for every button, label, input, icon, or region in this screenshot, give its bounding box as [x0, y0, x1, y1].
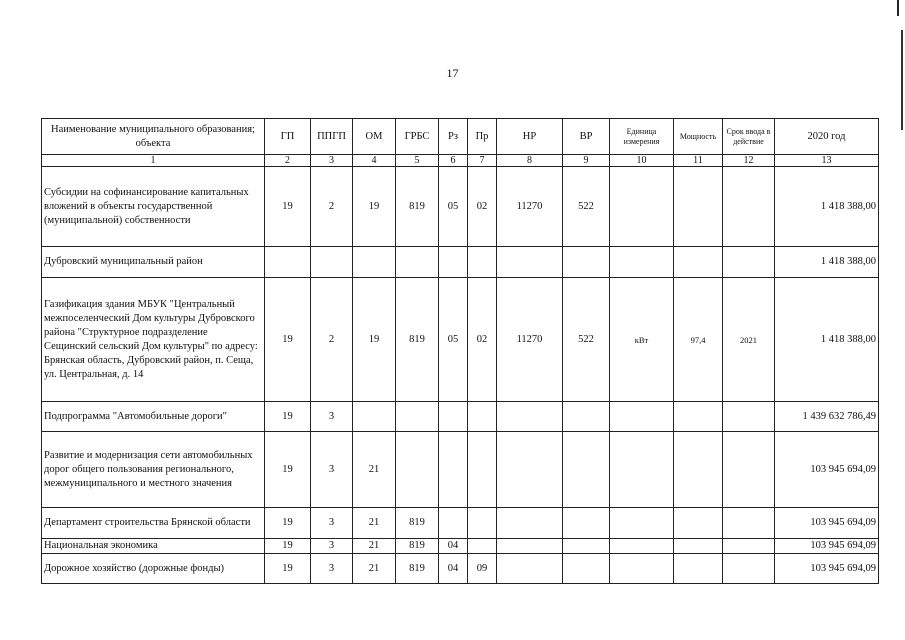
ppgp-cell: 2: [311, 278, 353, 402]
rz-cell: 05: [439, 167, 468, 247]
unit-cell: [610, 539, 674, 554]
nr-cell: [497, 432, 563, 508]
column-header: Рз: [439, 119, 468, 155]
table-row: [42, 402, 879, 432]
column-number: 1: [42, 155, 265, 167]
rz-cell: 05: [439, 278, 468, 402]
table-row: [42, 278, 879, 402]
amount-cell: 1 439 632 786,49: [775, 402, 879, 432]
gp-cell: 19: [265, 539, 311, 554]
term-cell: [723, 167, 775, 247]
object-name: Субсидии на софинансирование капитальных вложений в объекты государственной (муниципальной) собственности: [42, 167, 265, 247]
column-number: 9: [563, 155, 610, 167]
pr-cell: [468, 539, 497, 554]
ppgp-cell: 3: [311, 432, 353, 508]
om-cell: 21: [353, 554, 396, 584]
ppgp-cell: 3: [311, 554, 353, 584]
nr-cell: [497, 247, 563, 278]
capacity-cell: [674, 402, 723, 432]
om-cell: 21: [353, 508, 396, 539]
grbs-cell: 819: [396, 278, 439, 402]
column-number: 4: [353, 155, 396, 167]
column-header: НР: [497, 119, 563, 155]
object-name: Национальная экономика: [42, 539, 265, 554]
unit-cell: [610, 402, 674, 432]
gp-cell: 19: [265, 508, 311, 539]
vr-cell: [563, 432, 610, 508]
pr-cell: [468, 432, 497, 508]
table-row: [42, 554, 879, 584]
pr-cell: [468, 247, 497, 278]
column-header: Пр: [468, 119, 497, 155]
unit-cell: кВт: [610, 278, 674, 402]
capacity-cell: [674, 432, 723, 508]
column-header: ГРБС: [396, 119, 439, 155]
gp-cell: [265, 247, 311, 278]
column-number: 12: [723, 155, 775, 167]
edge-mark: [897, 0, 899, 16]
table-row: [42, 247, 879, 278]
object-name: Дорожное хозяйство (дорожные фонды): [42, 554, 265, 584]
column-header: 2020 год: [775, 119, 879, 155]
vr-cell: [563, 508, 610, 539]
unit-cell: [610, 554, 674, 584]
capacity-cell: [674, 508, 723, 539]
om-cell: [353, 247, 396, 278]
column-number-row: [42, 155, 879, 167]
column-number: 8: [497, 155, 563, 167]
nr-cell: 11270: [497, 278, 563, 402]
term-cell: [723, 554, 775, 584]
grbs-cell: 819: [396, 508, 439, 539]
amount-cell: 1 418 388,00: [775, 278, 879, 402]
table-header-row: [42, 119, 879, 155]
om-cell: 19: [353, 278, 396, 402]
unit-cell: [610, 508, 674, 539]
om-cell: [353, 402, 396, 432]
column-header: ВР: [563, 119, 610, 155]
gp-cell: 19: [265, 402, 311, 432]
grbs-cell: 819: [396, 539, 439, 554]
table-row: [42, 539, 879, 554]
column-number: 11: [674, 155, 723, 167]
nr-cell: 11270: [497, 167, 563, 247]
grbs-cell: 819: [396, 167, 439, 247]
capacity-cell: [674, 167, 723, 247]
column-header: Наименование муниципального образования; объекта: [42, 119, 265, 155]
term-cell: 2021: [723, 278, 775, 402]
gp-cell: 19: [265, 554, 311, 584]
object-name: Газификация здания МБУК "Центральный межпоселенческий Дом культуры Дубровского района "Структурное подразделение Сещинский сельский Дом культуры" по адресу: Брянская область, Дубровский район, п. Сеща, ул. Центральная, д. 14: [42, 278, 265, 402]
column-header: ОМ: [353, 119, 396, 155]
capacity-cell: [674, 539, 723, 554]
object-name: Подпрограмма "Автомобильные дороги": [42, 402, 265, 432]
amount-cell: 103 945 694,09: [775, 432, 879, 508]
vr-cell: [563, 539, 610, 554]
capacity-cell: [674, 554, 723, 584]
pr-cell: [468, 402, 497, 432]
rz-cell: [439, 402, 468, 432]
amount-cell: 103 945 694,09: [775, 554, 879, 584]
om-cell: 21: [353, 432, 396, 508]
column-header: Единица измерения: [610, 119, 674, 155]
gp-cell: 19: [265, 167, 311, 247]
column-header: ППГП: [311, 119, 353, 155]
column-number: 13: [775, 155, 879, 167]
gp-cell: 19: [265, 278, 311, 402]
grbs-cell: [396, 432, 439, 508]
term-cell: [723, 247, 775, 278]
rz-cell: [439, 247, 468, 278]
nr-cell: [497, 554, 563, 584]
capacity-cell: [674, 247, 723, 278]
amount-cell: 1 418 388,00: [775, 247, 879, 278]
table-row: [42, 167, 879, 247]
ppgp-cell: 3: [311, 508, 353, 539]
unit-cell: [610, 247, 674, 278]
column-header: ГП: [265, 119, 311, 155]
unit-cell: [610, 167, 674, 247]
gp-cell: 19: [265, 432, 311, 508]
column-header: Срок ввода в действие: [723, 119, 775, 155]
rz-cell: 04: [439, 539, 468, 554]
rz-cell: 04: [439, 554, 468, 584]
vr-cell: [563, 554, 610, 584]
column-number: 7: [468, 155, 497, 167]
om-cell: 21: [353, 539, 396, 554]
ppgp-cell: [311, 247, 353, 278]
column-number: 5: [396, 155, 439, 167]
capacity-cell: 97,4: [674, 278, 723, 402]
pr-cell: 09: [468, 554, 497, 584]
column-header: Мощность: [674, 119, 723, 155]
term-cell: [723, 539, 775, 554]
column-number: 3: [311, 155, 353, 167]
amount-cell: 103 945 694,09: [775, 508, 879, 539]
vr-cell: [563, 247, 610, 278]
grbs-cell: [396, 247, 439, 278]
pr-cell: [468, 508, 497, 539]
vr-cell: [563, 402, 610, 432]
amount-cell: 103 945 694,09: [775, 539, 879, 554]
grbs-cell: [396, 402, 439, 432]
nr-cell: [497, 508, 563, 539]
column-number: 10: [610, 155, 674, 167]
object-name: Департамент строительства Брянской области: [42, 508, 265, 539]
pr-cell: 02: [468, 167, 497, 247]
term-cell: [723, 508, 775, 539]
rz-cell: [439, 432, 468, 508]
ppgp-cell: 3: [311, 402, 353, 432]
column-number: 6: [439, 155, 468, 167]
nr-cell: [497, 402, 563, 432]
rz-cell: [439, 508, 468, 539]
table-row: [42, 432, 879, 508]
pr-cell: 02: [468, 278, 497, 402]
amount-cell: 1 418 388,00: [775, 167, 879, 247]
object-name: Дубровский муниципальный район: [42, 247, 265, 278]
vr-cell: 522: [563, 167, 610, 247]
term-cell: [723, 402, 775, 432]
unit-cell: [610, 432, 674, 508]
page-number: 17: [446, 66, 459, 80]
grbs-cell: 819: [396, 554, 439, 584]
om-cell: 19: [353, 167, 396, 247]
nr-cell: [497, 539, 563, 554]
budget-table: [41, 118, 879, 584]
table-row: [42, 508, 879, 539]
ppgp-cell: 3: [311, 539, 353, 554]
ppgp-cell: 2: [311, 167, 353, 247]
term-cell: [723, 432, 775, 508]
vr-cell: 522: [563, 278, 610, 402]
column-number: 2: [265, 155, 311, 167]
object-name: Развитие и модернизация сети автомобильных дорог общего пользования регионального, межмуниципального и местного значения: [42, 432, 265, 508]
